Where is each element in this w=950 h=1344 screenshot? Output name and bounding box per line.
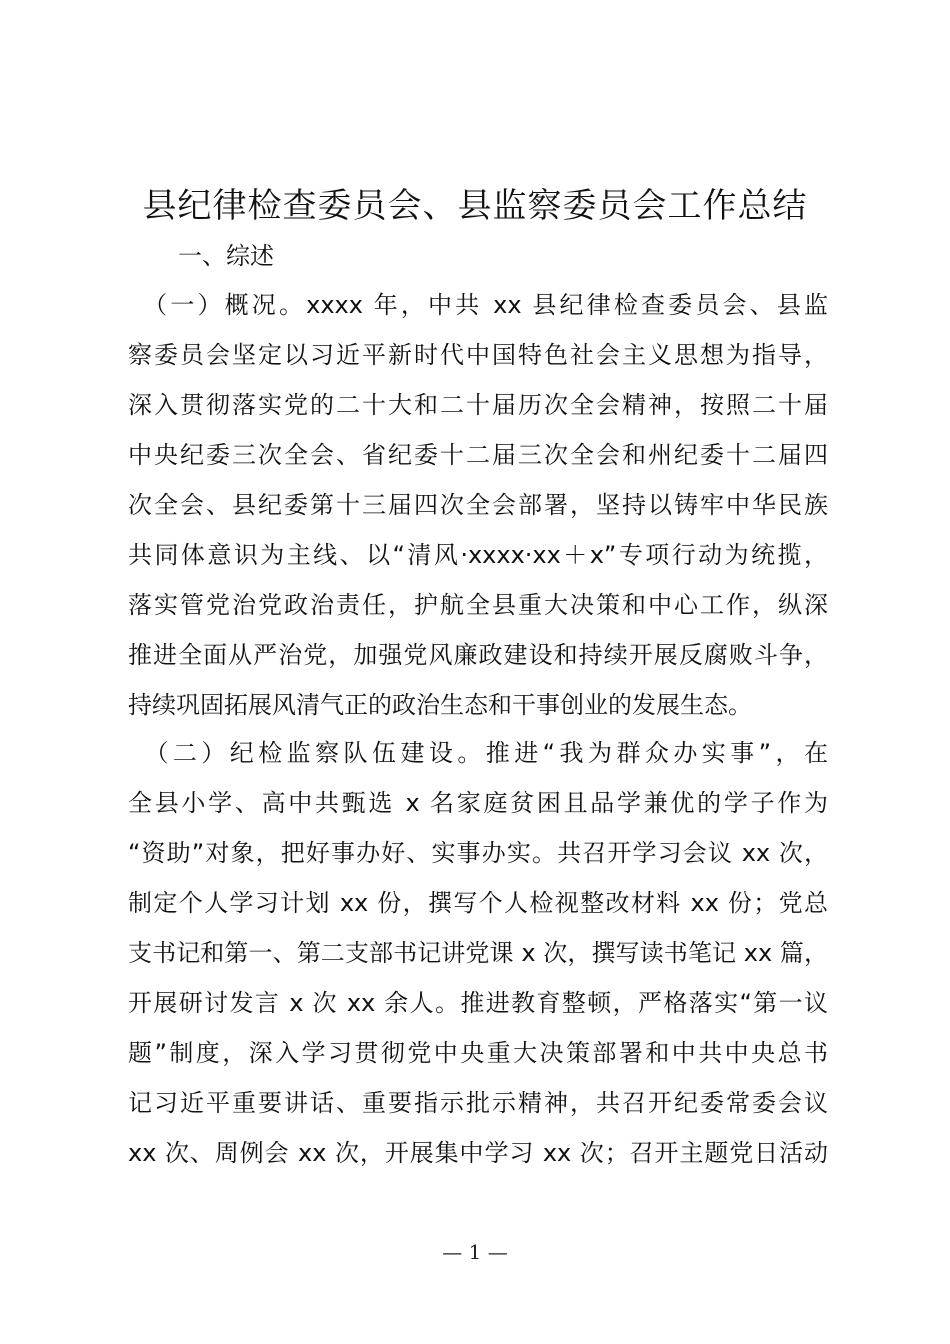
paragraph-overview [128, 280, 828, 730]
paragraph-line: （一）概况。xxxx 年，中共 xx 县纪律检查委员会、县监 [128, 291, 828, 319]
paragraph-line: 开展研讨发言 x 次 xx 余人。推进教育整顿，严格落实“第一议 [128, 989, 828, 1017]
section-heading: 一、综述 [178, 242, 274, 270]
paragraph-line: 察委员会坚定以习近平新时代中国特色社会主义思想为指导， [128, 341, 828, 369]
paragraph-line: 次全会、县纪委第十三届四次全会部署，坚持以铸牢中华民族 [128, 491, 828, 519]
paragraph-line: 中央纪委三次全会、省纪委十二届三次全会和州纪委十二届四 [128, 441, 828, 469]
paragraph-line: 全县小学、高中共甄选 x 名家庭贫困且品学兼优的学子作为 [128, 789, 828, 817]
paragraph-line: 落实管党治党政治责任，护航全县重大决策和中心工作，纵深 [128, 591, 828, 619]
paragraph-line: 推进全面从严治党，加强党风廉政建设和持续开展反腐败斗争， [128, 641, 828, 669]
paragraph-line: “资助”对象，把好事办好、实事办实。共召开学习会议 xx 次， [128, 839, 828, 867]
paragraph-line: 共同体意识为主线、以“清风·xxxx·xx＋x”专项行动为统揽， [128, 541, 828, 569]
paragraph-line: 持续巩固拓展风清气正的政治生态和干事创业的发展生态。 [128, 691, 752, 719]
paragraph-line: xx 次、周例会 xx 次，开展集中学习 xx 次；召开主题党日活动 [128, 1139, 828, 1167]
paragraph-line: （二）纪检监察队伍建设。推进“我为群众办实事”，在 [128, 739, 828, 767]
paragraph-line: 支书记和第一、第二支部书记讲党课 x 次，撰写读书笔记 xx 篇， [128, 939, 828, 967]
paragraph-line: 题”制度，深入学习贯彻党中央重大决策部署和中共中央总书 [128, 1039, 828, 1067]
page-number: — 1 — [442, 1240, 508, 1264]
document-title: 县纪律检查委员会、县监察委员会工作总结 [142, 186, 808, 226]
paragraph-team-building [128, 728, 828, 1178]
paragraph-line: 制定个人学习计划 xx 份，撰写个人检视整改材料 xx 份；党总 [128, 889, 828, 917]
paragraph-line: 记习近平重要讲话、重要指示批示精神，共召开纪委常委会议 [128, 1089, 828, 1117]
paragraph-line: 深入贯彻落实党的二十大和二十届历次全会精神，按照二十届 [128, 391, 828, 419]
